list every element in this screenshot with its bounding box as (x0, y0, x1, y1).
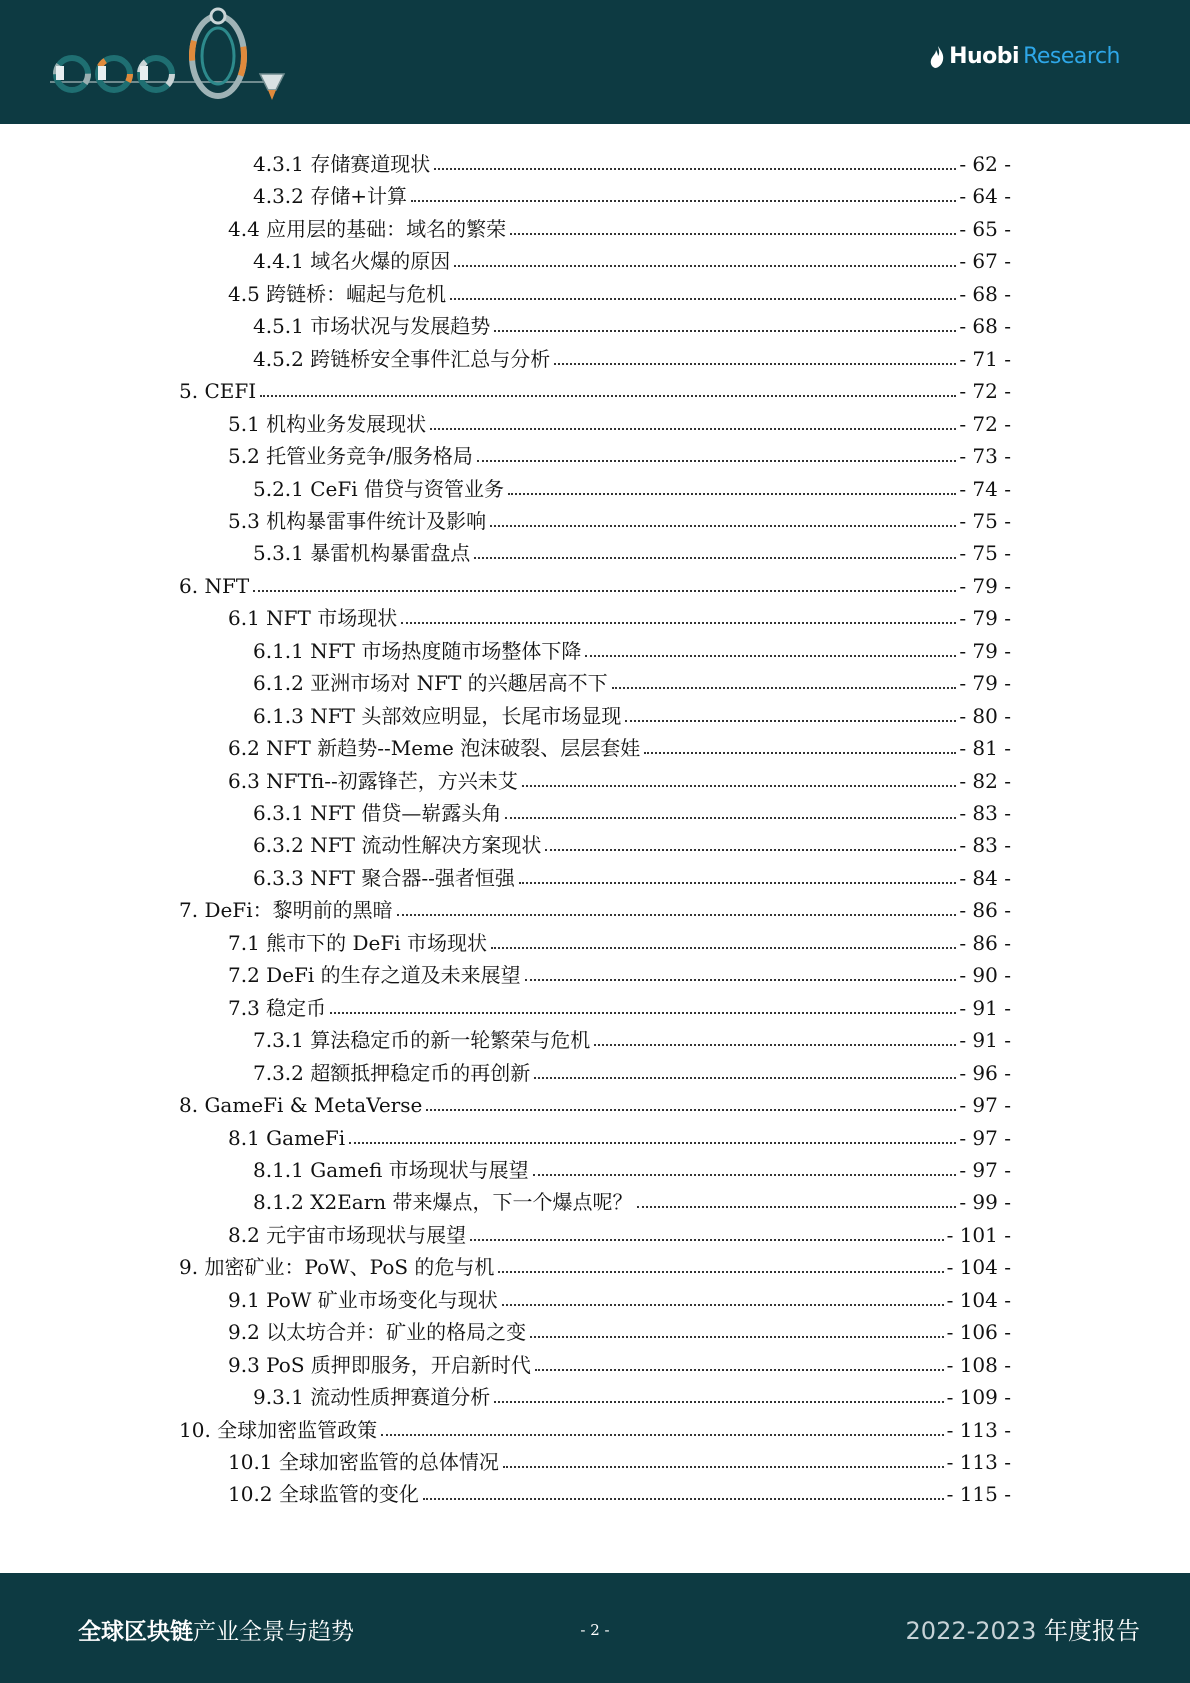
toc-entry-label: 5. CEFI (179, 379, 257, 404)
toc-leader-dots (454, 264, 956, 267)
toc-entry[interactable] (179, 892, 1011, 922)
page-number: - 2 - (580, 1621, 610, 1639)
toc-leader-dots (491, 946, 956, 949)
toc-entry-label: 9.3.1 流动性质押赛道分析 (253, 1385, 491, 1410)
toc-entry[interactable] (253, 1055, 1011, 1085)
toc-entry[interactable] (179, 373, 1011, 403)
toc-entry[interactable] (253, 1379, 1011, 1409)
toc-entry-page: - 108 - (946, 1352, 1011, 1377)
toc-entry-label: 7. DeFi：黎明前的黑暗 (179, 898, 393, 923)
toc-leader-dots (545, 848, 956, 851)
toc-entry-page: - 97 - (959, 1093, 1011, 1118)
toc-entry-page: - 96 - (959, 1060, 1011, 1085)
toc-leader-dots (494, 1400, 943, 1403)
toc-entry-page: - 74 - (959, 476, 1011, 501)
toc-entry-page: - 83 - (959, 833, 1011, 858)
toc-entry-label: 8.1.2 X2Earn 带来爆点，下一个爆点呢？ (253, 1190, 633, 1215)
toc-entry-page: - 115 - (946, 1482, 1011, 1507)
toc-leader-dots (381, 1433, 943, 1436)
toc-entry[interactable] (228, 990, 1011, 1020)
toc-leader-dots (397, 913, 957, 916)
toc-entry-page: - 113 - (946, 1450, 1011, 1474)
toc-entry-page: - 71 - (959, 346, 1011, 371)
toc-entry[interactable] (253, 795, 1011, 825)
toc-entry-page: - 101 - (946, 1222, 1011, 1247)
toc-leader-dots (423, 1497, 944, 1500)
toc-entry[interactable] (253, 243, 1011, 273)
toc-entry-label: 7.2 DeFi 的生存之道及未来展望 (228, 963, 521, 988)
toc-leader-dots (502, 1303, 944, 1306)
page-footer (0, 1573, 1190, 1683)
toc-entry-page: - 79 - (959, 638, 1011, 663)
toc-leader-dots (625, 719, 956, 722)
toc-entry[interactable] (253, 1184, 1011, 1214)
toc-entry[interactable] (228, 1476, 1011, 1506)
toc-entry-label: 10.2 全球监管的变化 (228, 1482, 419, 1507)
toc-entry[interactable] (253, 665, 1011, 695)
toc-entry-label: 9.2 以太坊合并：矿业的格局之变 (228, 1320, 527, 1345)
toc-leader-dots (411, 199, 956, 202)
toc-entry-label: 8.2 元宇宙市场现状与展望 (228, 1222, 467, 1247)
page-header (0, 0, 1190, 124)
toc-leader-dots (330, 1011, 956, 1014)
toc-leader-dots (503, 1465, 944, 1468)
report-edition (906, 1611, 1140, 1646)
toc-entry[interactable] (253, 698, 1011, 728)
toc-entry-label: 10. 全球加密监管政策 (179, 1417, 378, 1442)
toc-entry-label: 10.1 全球加密监管的总体情况 (228, 1450, 499, 1474)
toc-leader-dots (470, 1238, 943, 1241)
brand-suffix: Research (1023, 44, 1120, 69)
toc-entry[interactable] (253, 341, 1011, 371)
toc-entry-label: 7.3.1 算法稳定币的新一轮繁荣与危机 (253, 1028, 591, 1053)
toc-entry-label: 5.3.1 暴雷机构暴雷盘点 (253, 541, 471, 566)
toc-leader-dots (612, 686, 957, 689)
toc-entry-page: - 79 - (959, 573, 1011, 598)
toc-entry-page: - 81 - (959, 736, 1011, 761)
toc-entry[interactable] (179, 1087, 1011, 1117)
toc-entry-label: 8. GameFi & MetaVerse (179, 1093, 423, 1118)
report-label: 年度报告 (1036, 1617, 1140, 1645)
blockchain-illustration-icon (50, 4, 310, 114)
report-title-rest: 产业全景与趋势 (193, 1619, 354, 1645)
toc-entry[interactable] (179, 1412, 1011, 1442)
toc-leader-dots (477, 459, 956, 462)
toc-entry-label: 8.1 GameFi (228, 1125, 346, 1150)
toc-entry-page: - 109 - (946, 1385, 1011, 1410)
toc-entry[interactable] (228, 1120, 1011, 1150)
toc-entry-label: 6.3 NFTfi--初露锋芒，方兴未艾 (228, 768, 518, 793)
toc-entry-page: - 86 - (959, 930, 1011, 955)
toc-entry-label: 7.1 熊市下的 DeFi 市场现状 (228, 930, 488, 955)
toc-entry-label: 6.2 NFT 新趋势--Meme 泡沫破裂、层层套娃 (228, 736, 641, 761)
toc-entry[interactable] (228, 925, 1011, 955)
toc-leader-dots (253, 589, 956, 592)
toc-entry[interactable] (179, 1249, 1011, 1279)
toc-entry-label: 6.1.2 亚洲市场对 NFT 的兴趣居高不下 (253, 671, 608, 696)
toc-leader-dots (525, 978, 957, 981)
toc-leader-dots (426, 1108, 956, 1111)
toc-entry-label: 7.3 稳定币 (228, 995, 327, 1020)
toc-entry-label: 5.2 托管业务竞争/服务格局 (228, 444, 473, 469)
toc-entry-page: - 90 - (959, 963, 1011, 988)
toc-entry[interactable] (253, 535, 1011, 565)
toc-entry-page: - 72 - (959, 411, 1011, 436)
toc-entry-page: - 79 - (959, 606, 1011, 631)
toc-entry[interactable] (253, 1022, 1011, 1052)
toc-entry-page: - 82 - (959, 768, 1011, 793)
toc-entry-label: 6.3.3 NFT 聚合器--强者恒强 (253, 865, 515, 890)
toc-leader-dots (260, 394, 956, 397)
brand-name: Huobi (949, 44, 1020, 69)
toc-entry-page: - 62 - (959, 152, 1011, 176)
toc-entry-label: 7.3.2 超额抵押稳定币的再创新 (253, 1060, 531, 1085)
toc-entry-label: 9.1 PoW 矿业市场变化与现状 (228, 1287, 498, 1312)
toc-entry-label: 4.3.1 存储赛道现状 (253, 152, 431, 176)
toc-leader-dots (522, 784, 957, 787)
huobi-flame-icon (929, 45, 945, 69)
toc-leader-dots (490, 524, 956, 527)
toc-entry-page: - 68 - (959, 314, 1011, 339)
toc-entry-label: 5.2.1 CeFi 借贷与资管业务 (253, 476, 505, 501)
toc-leader-dots (535, 1368, 944, 1371)
toc-entry[interactable] (253, 633, 1011, 663)
toc-entry[interactable] (253, 1152, 1011, 1182)
toc-entry[interactable] (253, 146, 1011, 176)
toc-leader-dots (349, 1141, 956, 1144)
toc-entry-page: - 97 - (959, 1157, 1011, 1182)
toc-entry[interactable] (228, 600, 1011, 630)
toc-entry-label: 9. 加密矿业：PoW、PoS 的危与机 (179, 1255, 495, 1280)
toc-entry[interactable] (228, 276, 1011, 306)
toc-entry-page: - 104 - (946, 1255, 1011, 1280)
toc-leader-dots (505, 816, 956, 819)
toc-leader-dots (494, 329, 956, 332)
toc-entry-page: - 72 - (959, 379, 1011, 404)
toc-entry[interactable] (253, 827, 1011, 857)
toc-entry-page: - 65 - (959, 216, 1011, 241)
toc-entry-page: - 91 - (959, 1028, 1011, 1053)
toc-entry-page: - 113 - (946, 1417, 1011, 1442)
toc-leader-dots (498, 1270, 943, 1273)
toc-entry[interactable] (228, 957, 1011, 987)
toc-entry-page: - 104 - (946, 1287, 1011, 1312)
toc-entry[interactable] (253, 471, 1011, 501)
toc-entry-label: 4.5 跨链桥：崛起与危机 (228, 281, 447, 306)
report-year: 2022-2023 (905, 1617, 1037, 1645)
toc-entry-label: 6.3.1 NFT 借贷—崭露头角 (253, 801, 502, 825)
toc-entry-label: 9.3 PoS 质押即服务，开启新时代 (228, 1352, 531, 1377)
toc-entry-page: - 106 - (946, 1320, 1011, 1345)
toc-leader-dots (508, 492, 956, 495)
toc-entry-label: 4.3.2 存储+计算 (253, 184, 408, 209)
toc-entry-label: 6.1.3 NFT 头部效应明显，长尾市场显现 (253, 703, 622, 728)
toc-entry-label: 4.5.2 跨链桥安全事件汇总与分析 (253, 346, 551, 371)
toc-entry-page: - 75 - (959, 541, 1011, 566)
toc-entry[interactable] (228, 1282, 1011, 1312)
toc-leader-dots (434, 167, 956, 170)
toc-entry[interactable] (228, 730, 1011, 760)
toc-entry[interactable] (228, 438, 1011, 468)
toc-leader-dots (594, 1043, 956, 1046)
toc-leader-dots (644, 751, 956, 754)
toc-entry-label: 4.4 应用层的基础：域名的繁荣 (228, 216, 507, 241)
toc-entry-page: - 80 - (959, 703, 1011, 728)
toc-entry[interactable] (228, 406, 1011, 436)
huobi-research-logo (929, 44, 1120, 69)
toc-entry-page: - 97 - (959, 1125, 1011, 1150)
toc-entry[interactable] (253, 860, 1011, 890)
toc-entry-page: - 67 - (959, 249, 1011, 274)
toc-entry-page: - 91 - (959, 995, 1011, 1020)
toc-entry-label: 4.5.1 市场状况与发展趋势 (253, 314, 491, 339)
toc-entry-label: 5.1 机构业务发展现状 (228, 411, 427, 436)
toc-entry[interactable] (253, 178, 1011, 208)
toc-entry-label: 6.3.2 NFT 流动性解决方案现状 (253, 833, 542, 858)
toc-entry-label: 6.1.1 NFT 市场热度随市场整体下降 (253, 638, 582, 663)
toc-entry-label: 6.1 NFT 市场现状 (228, 606, 398, 631)
toc-entry-label: 8.1.1 Gamefi 市场现状与展望 (253, 1157, 529, 1182)
toc-leader-dots (450, 297, 956, 300)
toc-entry[interactable] (228, 1314, 1011, 1344)
toc-leader-dots (534, 1076, 956, 1079)
toc-entry-page: - 68 - (959, 281, 1011, 306)
toc-leader-dots (519, 881, 956, 884)
toc-leader-dots (530, 1335, 943, 1338)
toc-entry[interactable] (253, 308, 1011, 338)
toc-entry-page: - 83 - (959, 801, 1011, 825)
toc-entry-page: - 84 - (959, 865, 1011, 890)
toc-entry[interactable] (228, 503, 1011, 533)
toc-leader-dots (585, 654, 956, 657)
toc-entry-page: - 73 - (959, 444, 1011, 469)
toc-leader-dots (554, 362, 956, 365)
toc-leader-dots (533, 1173, 957, 1176)
toc-entry-label: 4.4.1 域名火爆的原因 (253, 249, 451, 274)
toc-entry-label: 6. NFT (179, 573, 250, 598)
toc-leader-dots (430, 427, 956, 430)
toc-entry[interactable] (228, 211, 1011, 241)
toc-entry[interactable] (228, 1217, 1011, 1247)
report-title-bold: 全球区块链 (78, 1619, 193, 1645)
toc-entry[interactable] (228, 1347, 1011, 1377)
toc-entry-page: - 79 - (959, 671, 1011, 696)
toc-entry-page: - 99 - (959, 1190, 1011, 1215)
toc-entry[interactable] (228, 763, 1011, 793)
toc-leader-dots (401, 621, 956, 624)
toc-entry-label: 5.3 机构暴雷事件统计及影响 (228, 508, 487, 533)
toc-leader-dots (474, 556, 956, 559)
toc-entry-page: - 86 - (959, 898, 1011, 923)
toc-entry[interactable] (179, 568, 1011, 598)
toc-entry[interactable] (228, 1444, 1011, 1474)
toc-leader-dots (637, 1205, 957, 1208)
toc-leader-dots (510, 232, 956, 235)
toc-entry-page: - 64 - (959, 184, 1011, 209)
toc-entry-page: - 75 - (959, 508, 1011, 533)
